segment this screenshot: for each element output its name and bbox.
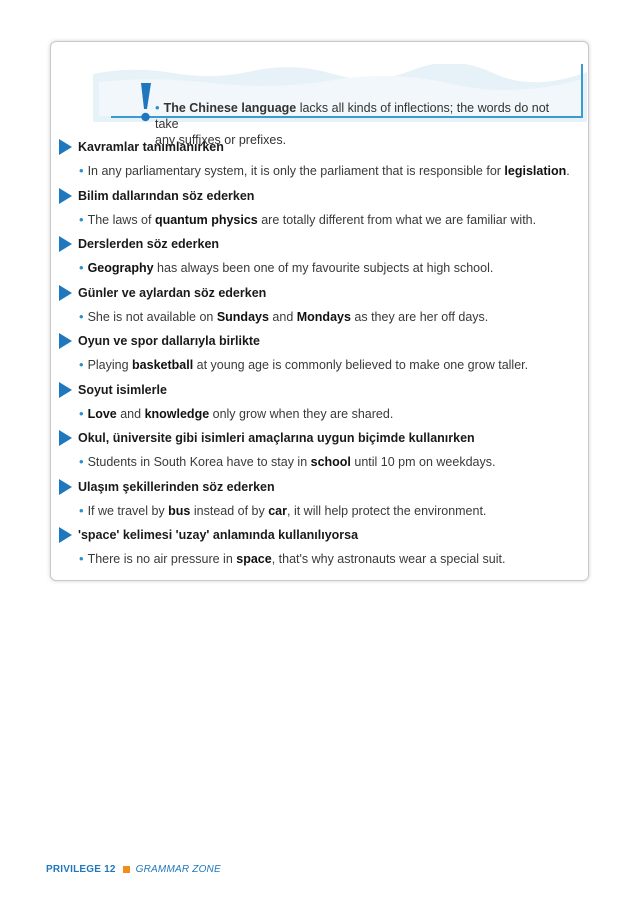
triangle-right-icon xyxy=(59,333,72,349)
sentence-fragment: Students in South Korea have to stay in xyxy=(87,455,311,469)
bullet-icon: • xyxy=(79,454,84,469)
section-heading-text: Ulaşım şekillerinden söz ederken xyxy=(78,479,275,494)
keyword: Geography xyxy=(87,261,154,275)
example-sentence xyxy=(79,212,579,228)
section-heading-text: Günler ve aylardan söz ederken xyxy=(78,285,267,300)
example-sentence xyxy=(79,551,579,567)
note-line1: lacks all kinds of inflections; the words do not take xyxy=(155,101,550,131)
section-heading xyxy=(59,478,275,496)
sentence-fragment: as they are her off days. xyxy=(350,309,489,324)
bullet-icon: • xyxy=(79,308,84,324)
sentence-fragment: . xyxy=(566,164,570,178)
section-heading-text: Kavramlar tanımlanırken xyxy=(78,140,224,154)
keyword: Sundays xyxy=(216,309,269,324)
sentence-fragment: has always been one of my favourite subjects at high school. xyxy=(153,261,494,275)
section-heading-text: Soyut isimlerle xyxy=(78,382,167,397)
section-heading-text: 'space' kelimesi 'uzay' anlamında kullanılıyorsa xyxy=(78,528,359,542)
sentence-fragment: are totally different from what we are familiar with. xyxy=(257,212,537,227)
exclamation-icon xyxy=(135,82,157,124)
example-sentence xyxy=(79,357,579,373)
sentence-fragment: There is no air pressure in xyxy=(87,552,237,566)
triangle-right-icon xyxy=(59,236,72,252)
bullet-icon: • xyxy=(79,163,84,178)
example-sentence xyxy=(79,503,579,519)
sentence-fragment: , that's why astronauts wear a special suit. xyxy=(271,552,506,566)
section-heading-text: Derslerden söz ederken xyxy=(78,237,220,251)
section-heading-text: Okul, üniversite gibi isimleri amaçlarına uygun biçimde kullanırken xyxy=(78,431,475,445)
example-sentence xyxy=(79,163,579,179)
note-box xyxy=(93,64,587,147)
triangle-right-icon xyxy=(59,430,72,446)
triangle-right-icon xyxy=(59,382,72,398)
bullet-icon: • xyxy=(79,357,84,372)
note-bold: The Chinese language xyxy=(163,101,297,115)
example-sentence xyxy=(79,309,579,325)
keyword: knowledge xyxy=(144,406,210,421)
keyword: school xyxy=(310,455,351,469)
sentence-fragment: Playing xyxy=(87,358,133,372)
section-heading xyxy=(59,381,167,399)
triangle-right-icon xyxy=(59,139,72,155)
sentence-fragment: until 10 pm on weekdays. xyxy=(350,455,496,469)
keyword: Mondays xyxy=(296,309,351,324)
keyword: Love xyxy=(87,406,117,421)
keyword: car xyxy=(268,503,287,518)
footer-zone: GRAMMAR ZONE xyxy=(135,864,221,875)
sentence-fragment: In any parliamentary system, it is only the parliament that is responsible for xyxy=(87,164,505,178)
sentence-fragment: The laws of xyxy=(87,212,155,227)
sentence-fragment: at young age is commonly believed to make one grow taller. xyxy=(193,358,529,372)
section-heading xyxy=(59,235,219,253)
section-heading xyxy=(59,526,358,544)
section-heading xyxy=(59,187,254,205)
keyword: quantum physics xyxy=(154,212,258,227)
footer-square-icon xyxy=(123,866,130,873)
sentence-fragment: and xyxy=(116,406,145,421)
bullet-icon: • xyxy=(79,502,84,518)
keyword: bus xyxy=(168,503,191,518)
grammar-card xyxy=(50,41,589,581)
sentence-fragment: If we travel by xyxy=(87,503,169,518)
section-heading xyxy=(59,332,260,350)
triangle-right-icon xyxy=(59,527,72,543)
sentence-fragment: , it will help protect the environment. xyxy=(287,503,487,518)
example-sentence xyxy=(79,260,579,276)
bullet-icon: • xyxy=(155,100,160,115)
section-heading xyxy=(59,138,224,156)
section-heading xyxy=(59,429,475,447)
bullet-icon: • xyxy=(79,260,84,275)
page-footer xyxy=(46,864,221,875)
triangle-right-icon xyxy=(59,188,72,204)
keyword: legislation xyxy=(504,164,567,178)
example-sentence xyxy=(79,454,579,470)
example-sentence xyxy=(79,406,579,422)
bullet-icon: • xyxy=(79,551,84,566)
section-heading-text: Bilim dallarından söz ederken xyxy=(78,188,255,203)
section-heading-text: Oyun ve spor dallarıyla birlikte xyxy=(78,334,261,348)
triangle-right-icon xyxy=(59,285,72,301)
sentence-fragment: She is not available on xyxy=(87,309,217,324)
footer-brand: PRIVILEGE 12 xyxy=(46,864,116,875)
sentence-fragment: instead of by xyxy=(190,503,269,518)
keyword: basketball xyxy=(132,358,194,372)
sentence-fragment: and xyxy=(268,309,297,324)
section-heading xyxy=(59,284,266,302)
keyword: space xyxy=(236,552,272,566)
note-line2: any suffixes or prefixes. xyxy=(155,133,287,147)
bullet-icon: • xyxy=(79,405,84,421)
sentence-fragment: only grow when they are shared. xyxy=(209,406,394,421)
bullet-icon: • xyxy=(79,211,84,227)
triangle-right-icon xyxy=(59,479,72,495)
